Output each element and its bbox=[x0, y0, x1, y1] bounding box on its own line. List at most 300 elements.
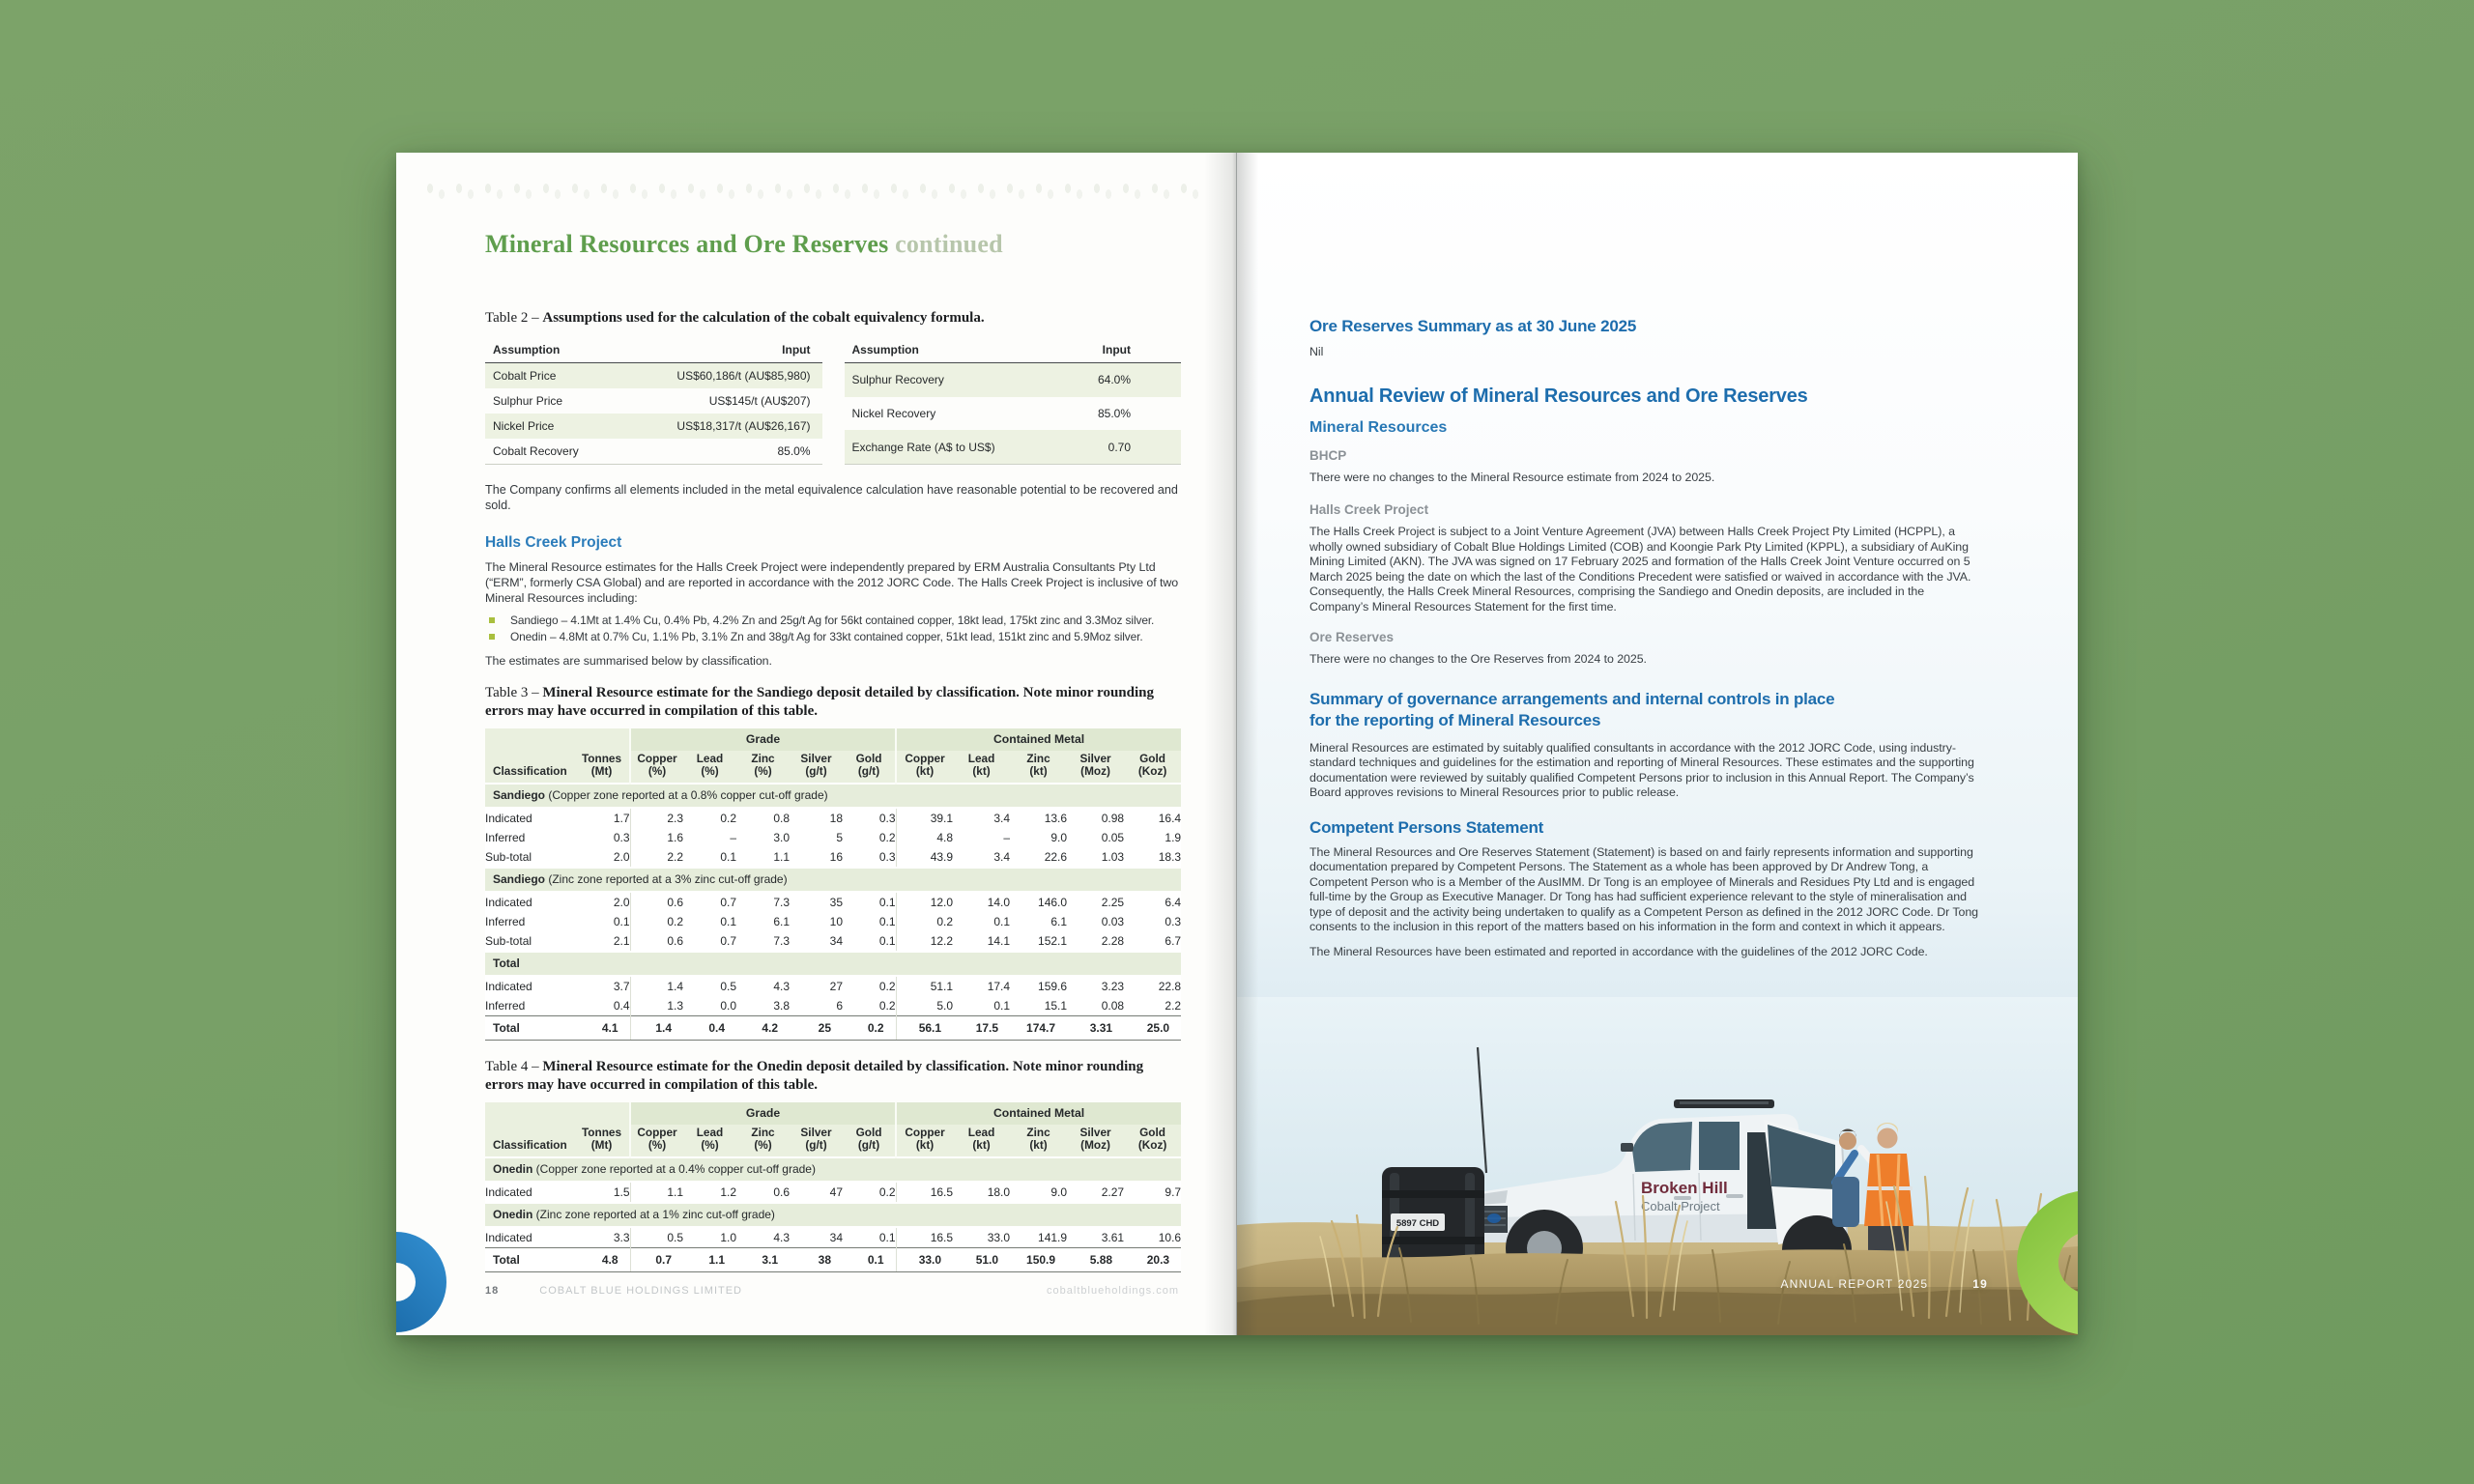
value-cell: 0.2 bbox=[896, 912, 953, 931]
col-header bbox=[790, 1125, 843, 1157]
table-row bbox=[485, 388, 822, 414]
value-cell: 0.08 bbox=[1067, 996, 1124, 1016]
col-label: Lead bbox=[696, 752, 724, 765]
table-row bbox=[845, 430, 1182, 464]
col-header bbox=[683, 751, 736, 784]
classification-cell: Inferred bbox=[485, 912, 574, 931]
value-cell: 5 bbox=[790, 828, 843, 847]
col-label: Silver bbox=[1079, 752, 1111, 765]
col-header bbox=[843, 1125, 896, 1157]
assumption-cell: Cobalt Price bbox=[485, 363, 620, 389]
col-unit: (Mt) bbox=[590, 1138, 613, 1152]
value-cell: 51.1 bbox=[896, 976, 953, 996]
value-cell: 1.6 bbox=[630, 828, 683, 847]
bullet-square-icon bbox=[489, 617, 495, 623]
col-header bbox=[485, 751, 574, 784]
col-label: Gold bbox=[1139, 1126, 1165, 1139]
report-spread bbox=[396, 153, 2078, 1335]
value-cell: 1.2 bbox=[683, 1182, 736, 1203]
column-header-row bbox=[485, 751, 1181, 784]
table-row bbox=[485, 892, 1181, 912]
total-row bbox=[485, 1016, 1181, 1041]
input-cell: US$60,186/t (AU$85,980) bbox=[620, 363, 821, 389]
section-cell: Sandiego (Zinc zone reported at a 3% zinc cut-off grade) bbox=[485, 868, 1181, 892]
value-cell: 6.1 bbox=[1010, 912, 1067, 931]
col-label: Lead bbox=[696, 1126, 724, 1139]
photo-vignette bbox=[1237, 1287, 2078, 1335]
total-value-cell: 25.0 bbox=[1124, 1016, 1181, 1041]
header-row bbox=[845, 339, 1182, 363]
table-row bbox=[845, 397, 1182, 431]
total-value-cell: 56.1 bbox=[896, 1016, 953, 1041]
value-cell: 0.2 bbox=[630, 912, 683, 931]
value-cell: 6 bbox=[790, 996, 843, 1016]
section-cell: Onedin (Zinc zone reported at a 1% zinc cut-off grade) bbox=[485, 1203, 1181, 1227]
value-cell: 2.0 bbox=[574, 847, 630, 868]
col-header bbox=[843, 751, 896, 784]
value-cell: 0.1 bbox=[953, 996, 1010, 1016]
value-cell: 7.3 bbox=[736, 931, 790, 952]
value-cell: 16.4 bbox=[1124, 808, 1181, 828]
group-header-contained-metal: Contained Metal bbox=[896, 728, 1181, 751]
col-label: Lead bbox=[967, 1126, 995, 1139]
value-cell: 18.0 bbox=[953, 1182, 1010, 1203]
spread-spine bbox=[1236, 153, 1237, 1335]
value-cell: 0.05 bbox=[1067, 828, 1124, 847]
value-cell: 3.0 bbox=[736, 828, 790, 847]
input-cell: 85.0% bbox=[1097, 406, 1131, 420]
value-cell: 2.0 bbox=[574, 892, 630, 912]
value-cell: 3.61 bbox=[1067, 1227, 1124, 1248]
value-cell: 0.5 bbox=[630, 1227, 683, 1248]
value-cell: 0.5 bbox=[683, 976, 736, 996]
value-cell: 1.03 bbox=[1067, 847, 1124, 868]
value-cell: 3.4 bbox=[953, 808, 1010, 828]
col-unit: (Moz) bbox=[1080, 1138, 1110, 1152]
assumption-cell: Nickel Recovery bbox=[851, 406, 936, 420]
assumption-cell: Cobalt Recovery bbox=[485, 439, 620, 465]
section-row bbox=[485, 1203, 1181, 1227]
value-cell: 39.1 bbox=[896, 808, 953, 828]
section-row bbox=[485, 952, 1181, 976]
value-cell: 17.4 bbox=[953, 976, 1010, 996]
col-unit: (Koz) bbox=[1137, 764, 1167, 778]
value-cell: 9.7 bbox=[1124, 1182, 1181, 1203]
page-right bbox=[1237, 153, 2078, 1335]
col-unit: (%) bbox=[647, 764, 667, 778]
total-value-cell: 25 bbox=[790, 1016, 843, 1041]
value-cell: 1.1 bbox=[736, 847, 790, 868]
value-cell: 1.5 bbox=[574, 1182, 630, 1203]
table-row bbox=[485, 847, 1181, 868]
value-cell: 0.1 bbox=[843, 892, 896, 912]
classification-cell: Indicated bbox=[485, 1182, 574, 1203]
col-header bbox=[683, 1125, 736, 1157]
bhcp-text: There were no changes to the Mineral Resource estimate from 2024 to 2025. bbox=[1309, 470, 1715, 484]
bullet-text-onedin: Onedin – 4.8Mt at 0.7% Cu, 1.1% Pb, 3.1% Zn and 38g/t Ag for 33kt contained copper, 51kt lead, 151kt zinc and 5.9Moz silver. bbox=[510, 630, 1143, 643]
value-cell: 0.4 bbox=[574, 996, 630, 1016]
value-cell: 5.0 bbox=[896, 996, 953, 1016]
left-page-footer bbox=[485, 1285, 1179, 1297]
col-unit: (%) bbox=[647, 1138, 667, 1152]
col-header bbox=[896, 1125, 953, 1157]
total-row bbox=[485, 1248, 1181, 1272]
col-unit: (kt) bbox=[1029, 1138, 1048, 1152]
section-row bbox=[485, 1157, 1181, 1182]
halls-creek-heading: Halls Creek Project bbox=[485, 534, 622, 551]
col-label: Gold bbox=[855, 1126, 882, 1139]
total-label-cell: Total bbox=[485, 1016, 574, 1041]
total-value-cell: 5.88 bbox=[1067, 1248, 1124, 1272]
classification-cell: Indicated bbox=[485, 808, 574, 828]
col-header bbox=[1010, 1125, 1067, 1157]
table-row bbox=[485, 996, 1181, 1016]
value-cell: 43.9 bbox=[896, 847, 953, 868]
value-cell: 35 bbox=[790, 892, 843, 912]
col-label: Copper bbox=[637, 1126, 677, 1139]
value-cell: 4.8 bbox=[896, 828, 953, 847]
truck-mirror bbox=[1621, 1143, 1633, 1152]
value-cell: 7.3 bbox=[736, 892, 790, 912]
classification-cell: Indicated bbox=[485, 892, 574, 912]
table-body bbox=[845, 363, 1182, 465]
truck-side-window bbox=[1699, 1122, 1740, 1170]
col-unit: (%) bbox=[754, 764, 772, 778]
value-cell: 10.6 bbox=[1124, 1227, 1181, 1248]
section-row bbox=[485, 868, 1181, 892]
value-cell: 0.8 bbox=[736, 808, 790, 828]
col-header bbox=[574, 1125, 630, 1157]
value-cell: 141.9 bbox=[1010, 1227, 1067, 1248]
value-cell: 0.2 bbox=[843, 828, 896, 847]
col-label: Silver bbox=[1079, 1126, 1111, 1139]
col-header bbox=[485, 1125, 574, 1157]
total-value-cell: 174.7 bbox=[1010, 1016, 1067, 1041]
section-name: Onedin bbox=[493, 1208, 533, 1221]
col-label: Zinc bbox=[751, 1126, 775, 1139]
table-header bbox=[845, 339, 1182, 363]
page-title-text: Mineral Resources and Ore Reserves bbox=[485, 230, 889, 258]
competent-persons-body: The Mineral Resources and Ore Reserves Statement (Statement) is based on and fairly represents information and supporting documentation prepared by Competent Persons. The Statement as a whole has been approved by Dr Andrew Tong, a Competent Person who is a Member of the AusIMM. Dr Tong is an employee of Minerals and Residues Pty Ltd and is engaged full-time by the Group as Executive Manager. Dr Tong has had sufficient experience relevant to the style of mineralisation and type of deposit and the activity being undertaken to qualify as a Competent Person as defined in the 2012 JORC Code. Dr Tong consents to the inclusion in this report of the matters based on his information in the form and context in which it appears. bbox=[1309, 844, 1979, 933]
value-cell: 1.1 bbox=[630, 1182, 683, 1203]
col-label: Gold bbox=[855, 752, 882, 765]
header-row bbox=[485, 339, 822, 363]
value-cell: – bbox=[953, 828, 1010, 847]
table-row bbox=[485, 1182, 1181, 1203]
value-cell: 159.6 bbox=[1010, 976, 1067, 996]
value-cell: 15.1 bbox=[1010, 996, 1067, 1016]
col-unit: (kt) bbox=[1029, 764, 1048, 778]
col-header bbox=[1124, 1125, 1181, 1157]
value-cell: 34 bbox=[790, 931, 843, 952]
column-header-row bbox=[485, 1125, 1181, 1157]
governance-heading-line1: Summary of governance arrangements and internal controls in place bbox=[1309, 689, 1835, 708]
col-label: Tonnes bbox=[581, 1126, 622, 1139]
total-value-cell: 38 bbox=[790, 1248, 843, 1272]
col-label: Copper bbox=[905, 1126, 945, 1139]
value-cell: 1.0 bbox=[683, 1227, 736, 1248]
page-title-continued: continued bbox=[888, 230, 1003, 258]
governance-heading-line2: for the reporting of Mineral Resources bbox=[1309, 710, 1601, 729]
truck-license-plate-text: 5897 CHD bbox=[1395, 1218, 1440, 1229]
right-page-footer bbox=[1780, 1277, 1988, 1291]
value-cell: 6.4 bbox=[1124, 892, 1181, 912]
classification-cell: Inferred bbox=[485, 828, 574, 847]
value-cell: 0.1 bbox=[843, 931, 896, 952]
col-label: Zinc bbox=[1026, 752, 1050, 765]
total-value-cell: 4.8 bbox=[574, 1248, 630, 1272]
value-cell: 0.03 bbox=[1067, 912, 1124, 931]
resource-bullet-list bbox=[485, 613, 1181, 645]
classification-cell: Sub-total bbox=[485, 847, 574, 868]
truck-door-handle2 bbox=[1726, 1194, 1743, 1198]
halls-creek-outro: The estimates are summarised below by classification. bbox=[485, 654, 772, 668]
total-value-cell: 0.4 bbox=[683, 1016, 736, 1041]
total-value-cell: 0.1 bbox=[843, 1248, 896, 1272]
col-header bbox=[953, 1125, 1010, 1157]
halls-creek-subheading: Halls Creek Project bbox=[1309, 502, 1429, 517]
value-cell: 2.1 bbox=[574, 931, 630, 952]
col-label: Copper bbox=[905, 752, 945, 765]
table-row bbox=[485, 439, 822, 465]
value-cell: 1.9 bbox=[1124, 828, 1181, 847]
classification-cell: Inferred bbox=[485, 996, 574, 1016]
value-cell: 0.7 bbox=[683, 931, 736, 952]
value-cell: 0.1 bbox=[953, 912, 1010, 931]
group-header-grade: Grade bbox=[630, 1102, 896, 1125]
value-cell: 4.3 bbox=[736, 976, 790, 996]
metal-equivalence-note: The Company confirms all elements included in the metal equivalence calculation have reasonable potential to be recovered and sold. bbox=[485, 483, 1178, 512]
classification-cell: Indicated bbox=[485, 976, 574, 996]
value-cell: 12.2 bbox=[896, 931, 953, 952]
bhcp-heading: BHCP bbox=[1309, 447, 1347, 463]
value-cell: 3.7 bbox=[574, 976, 630, 996]
table-body bbox=[485, 363, 822, 465]
ore-reserves-text: There were no changes to the Ore Reserves from 2024 to 2025. bbox=[1309, 652, 1647, 666]
competent-persons-body2: The Mineral Resources have been estimated and reported in accordance with the guidelines of the 2012 JORC Code. bbox=[1309, 944, 1928, 958]
value-cell: 47 bbox=[790, 1182, 843, 1203]
value-cell: 0.6 bbox=[736, 1182, 790, 1203]
table-body bbox=[485, 784, 1181, 1041]
col-unit: (%) bbox=[701, 764, 719, 778]
value-cell: 3.4 bbox=[953, 847, 1010, 868]
col-unit: (g/t) bbox=[805, 1138, 827, 1152]
lime-ring-icon bbox=[2017, 1190, 2078, 1335]
ore-reserves-summary-heading: Ore Reserves Summary as at 30 June 2025 bbox=[1309, 317, 1637, 335]
page-number: 19 bbox=[1972, 1277, 1988, 1291]
group-header-grade: Grade bbox=[630, 728, 896, 751]
table2-caption-label: Table 2 – bbox=[485, 310, 543, 326]
value-cell: 16 bbox=[790, 847, 843, 868]
col-label: Tonnes bbox=[581, 752, 622, 765]
value-cell: 2.25 bbox=[1067, 892, 1124, 912]
table4-caption-text: Mineral Resource estimate for the Onedin deposit detailed by classification. Note minor rounding errors may have occurred in compilation of this table. bbox=[485, 1059, 1144, 1093]
value-cell: 34 bbox=[790, 1227, 843, 1248]
value-cell: 0.2 bbox=[843, 1182, 896, 1203]
total-value-cell: 0.7 bbox=[630, 1248, 683, 1272]
col-unit: (g/t) bbox=[857, 764, 880, 778]
ore-reserves-subheading: Ore Reserves bbox=[1309, 630, 1395, 644]
governance-heading bbox=[1309, 689, 1986, 731]
company-website: cobaltblueholdings.com bbox=[1047, 1285, 1179, 1297]
input-cell: US$18,317/t (AU$26,167) bbox=[620, 414, 821, 439]
section-cell: Onedin (Copper zone reported at a 0.4% copper cut-off grade) bbox=[485, 1157, 1181, 1182]
section-name: Sandiego bbox=[493, 788, 546, 802]
col-header bbox=[736, 1125, 790, 1157]
value-cell: 16.5 bbox=[896, 1182, 953, 1203]
value-cell: 22.6 bbox=[1010, 847, 1067, 868]
value-cell: 152.1 bbox=[1010, 931, 1067, 952]
col-unit: (Moz) bbox=[1080, 764, 1110, 778]
value-cell: 13.6 bbox=[1010, 808, 1067, 828]
report-name: ANNUAL REPORT 2025 bbox=[1780, 1277, 1929, 1291]
value-cell: 1.7 bbox=[574, 808, 630, 828]
total-value-cell: 0.2 bbox=[843, 1016, 896, 1041]
section-name: Onedin bbox=[493, 1162, 533, 1176]
col-header bbox=[630, 751, 683, 784]
value-cell: 33.0 bbox=[953, 1227, 1010, 1248]
col-label: Copper bbox=[637, 752, 677, 765]
section-cell: Sandiego (Copper zone reported at a 0.8% copper cut-off grade) bbox=[485, 784, 1181, 808]
list-item bbox=[485, 613, 1181, 629]
value-cell: 14.0 bbox=[953, 892, 1010, 912]
total-value-cell: 150.9 bbox=[1010, 1248, 1067, 1272]
value-cell: 0.2 bbox=[683, 808, 736, 828]
col-header bbox=[1067, 1125, 1124, 1157]
governance-body: Mineral Resources are estimated by suitably qualified consultants in accordance with the 2012 JORC Code, using industry-standard techniques and guidelines for the estimation and reporting of Mineral Resources. These estimates and the supporting documentation were reviewed by suitably qualified Competent Persons prior to inclusion in this Annual Report. The Company’s Board approves revisions to Mineral Resources prior to public release. bbox=[1309, 740, 1974, 799]
col-unit: (kt) bbox=[972, 1138, 991, 1152]
table-row bbox=[485, 1227, 1181, 1248]
value-cell: 16.5 bbox=[896, 1227, 953, 1248]
value-cell: 0.3 bbox=[843, 847, 896, 868]
value-cell: 18 bbox=[790, 808, 843, 828]
value-cell: 0.6 bbox=[630, 931, 683, 952]
total-value-cell: 4.1 bbox=[574, 1016, 630, 1041]
value-cell: 0.6 bbox=[630, 892, 683, 912]
value-cell: 1.3 bbox=[630, 996, 683, 1016]
assumption-cell: Exchange Rate (A$ to US$) bbox=[845, 430, 1060, 464]
value-cell: 2.27 bbox=[1067, 1182, 1124, 1203]
col-header bbox=[1124, 751, 1181, 784]
col-unit: (Mt) bbox=[590, 764, 613, 778]
table-row bbox=[485, 976, 1181, 996]
page-title bbox=[485, 230, 1181, 259]
bullet-text-sandiego: Sandiego – 4.1Mt at 1.4% Cu, 0.4% Pb, 4.2% Zn and 25g/t Ag for 56kt contained copper, 18kt lead, 175kt zinc and 3.3Moz silver. bbox=[510, 614, 1155, 627]
value-cell: 9.0 bbox=[1010, 828, 1067, 847]
assumptions-tables bbox=[485, 339, 1181, 465]
truck-lightbar-glass bbox=[1680, 1101, 1769, 1104]
value-cell: 0.7 bbox=[683, 892, 736, 912]
col-label: Zinc bbox=[1026, 1126, 1050, 1139]
col-label: Zinc bbox=[751, 752, 775, 765]
halls-creek-intro: The Mineral Resource estimates for the Halls Creek Project were independently prepared by ERM Australia Consultants Pty Ltd (“ERM”, formerly CSA Global) and are reported in accordance with the 2012 JORC Code. The Halls Creek Project is inclusive of two Mineral Resources including: bbox=[485, 560, 1179, 605]
table2-caption bbox=[485, 309, 1181, 328]
table3-caption-text: Mineral Resource estimate for the Sandiego deposit detailed by classification. Note minor rounding errors may have occurred in compilation of this table. bbox=[485, 685, 1154, 719]
input-cell: US$145/t (AU$207) bbox=[708, 394, 811, 408]
value-cell: 0.3 bbox=[574, 828, 630, 847]
value-cell: 0.98 bbox=[1067, 808, 1124, 828]
value-cell: 9.0 bbox=[1010, 1182, 1067, 1203]
table-row bbox=[485, 912, 1181, 931]
assumption-cell: Nickel Price bbox=[485, 414, 620, 439]
total-value-cell: 51.0 bbox=[953, 1248, 1010, 1272]
col-label: Silver bbox=[800, 752, 832, 765]
value-cell: 0.1 bbox=[574, 912, 630, 931]
sandiego-resource-table bbox=[485, 728, 1181, 1041]
col-unit: (%) bbox=[701, 1138, 719, 1152]
value-cell: 0.2 bbox=[843, 976, 896, 996]
table-row bbox=[485, 363, 822, 389]
group-corner bbox=[485, 1102, 630, 1125]
section-name: Sandiego bbox=[493, 872, 546, 886]
page-number: 18 bbox=[485, 1285, 500, 1297]
value-cell: 0.3 bbox=[1124, 912, 1181, 931]
table-header bbox=[485, 728, 1181, 784]
value-cell: 3.23 bbox=[1067, 976, 1124, 996]
col-label: Classification bbox=[493, 764, 567, 778]
classification-cell: Indicated bbox=[485, 1227, 574, 1248]
section-cell bbox=[485, 952, 1181, 976]
col-header bbox=[630, 1125, 683, 1157]
truck-badge bbox=[1487, 1213, 1501, 1223]
total-value-cell: 3.31 bbox=[1067, 1016, 1124, 1041]
value-cell: 6.7 bbox=[1124, 931, 1181, 952]
value-cell: 10 bbox=[790, 912, 843, 931]
bullet-square-icon bbox=[489, 634, 495, 640]
col-header bbox=[574, 751, 630, 784]
classification-cell: Sub-total bbox=[485, 931, 574, 952]
total-value-cell: 17.5 bbox=[953, 1016, 1010, 1041]
col-unit: (kt) bbox=[972, 764, 991, 778]
assumptions-table-left bbox=[485, 339, 822, 465]
total-value-cell: 33.0 bbox=[896, 1248, 953, 1272]
mineral-resources-heading: Mineral Resources bbox=[1309, 418, 1448, 436]
table-body bbox=[485, 1157, 1181, 1272]
group-header-contained-metal: Contained Metal bbox=[896, 1102, 1181, 1125]
halls-creek-jva-text: The Halls Creek Project is subject to a Joint Venture Agreement (JVA) between Halls Creek Project Pty Limited (HCPPL), a wholly owned subsidiary of Cobalt Blue Holdings Limited (COB) and Koongie Park Pty Limited (KPPL), a subsidiary of AuKing Mining Limited (AKN). The JVA was signed on 17 February 2025 and formation of the Halls Creek Joint Venture occurred on 5 March 2025 being the date on which the last of the Conditions Precedent were satisfied or waived in accordance with the JVA. Consequently, the Halls Creek Mineral Resources, comprising the Sandiego and Onedin deposits, are included in the Company’s Mineral Resources Statement for the first time. bbox=[1309, 525, 1971, 614]
blue-ring-icon bbox=[396, 1232, 446, 1332]
value-cell: 2.28 bbox=[1067, 931, 1124, 952]
section-row bbox=[485, 784, 1181, 808]
col-unit: (g/t) bbox=[805, 764, 827, 778]
total-label-cell: Total bbox=[485, 1248, 574, 1272]
total-value-cell: 20.3 bbox=[1124, 1248, 1181, 1272]
value-cell: 2.2 bbox=[630, 847, 683, 868]
col-header bbox=[896, 751, 953, 784]
input-cell: 0.70 bbox=[1059, 430, 1181, 464]
value-cell: 2.2 bbox=[1124, 996, 1181, 1016]
assumption-cell: Sulphur Recovery bbox=[845, 363, 1060, 397]
table4-caption bbox=[485, 1058, 1162, 1095]
col-header-input: Input bbox=[620, 339, 821, 363]
value-cell: 22.8 bbox=[1124, 976, 1181, 996]
assumptions-table-right bbox=[845, 339, 1182, 465]
value-cell: 4.3 bbox=[736, 1227, 790, 1248]
col-label: Lead bbox=[967, 752, 995, 765]
col-header bbox=[790, 751, 843, 784]
value-cell: 3.8 bbox=[736, 996, 790, 1016]
table4-caption-label: Table 4 – bbox=[485, 1059, 543, 1074]
group-corner bbox=[485, 728, 630, 751]
col-header-assumption: Assumption bbox=[845, 339, 1060, 363]
ore-reserves-summary-body: Nil bbox=[1309, 345, 1324, 358]
col-label: Classification bbox=[493, 1138, 567, 1152]
value-cell: 14.1 bbox=[953, 931, 1010, 952]
total-value-cell: 3.1 bbox=[736, 1248, 790, 1272]
value-cell: 12.0 bbox=[896, 892, 953, 912]
input-cell: 85.0% bbox=[620, 439, 821, 465]
col-unit: (Koz) bbox=[1137, 1138, 1167, 1152]
